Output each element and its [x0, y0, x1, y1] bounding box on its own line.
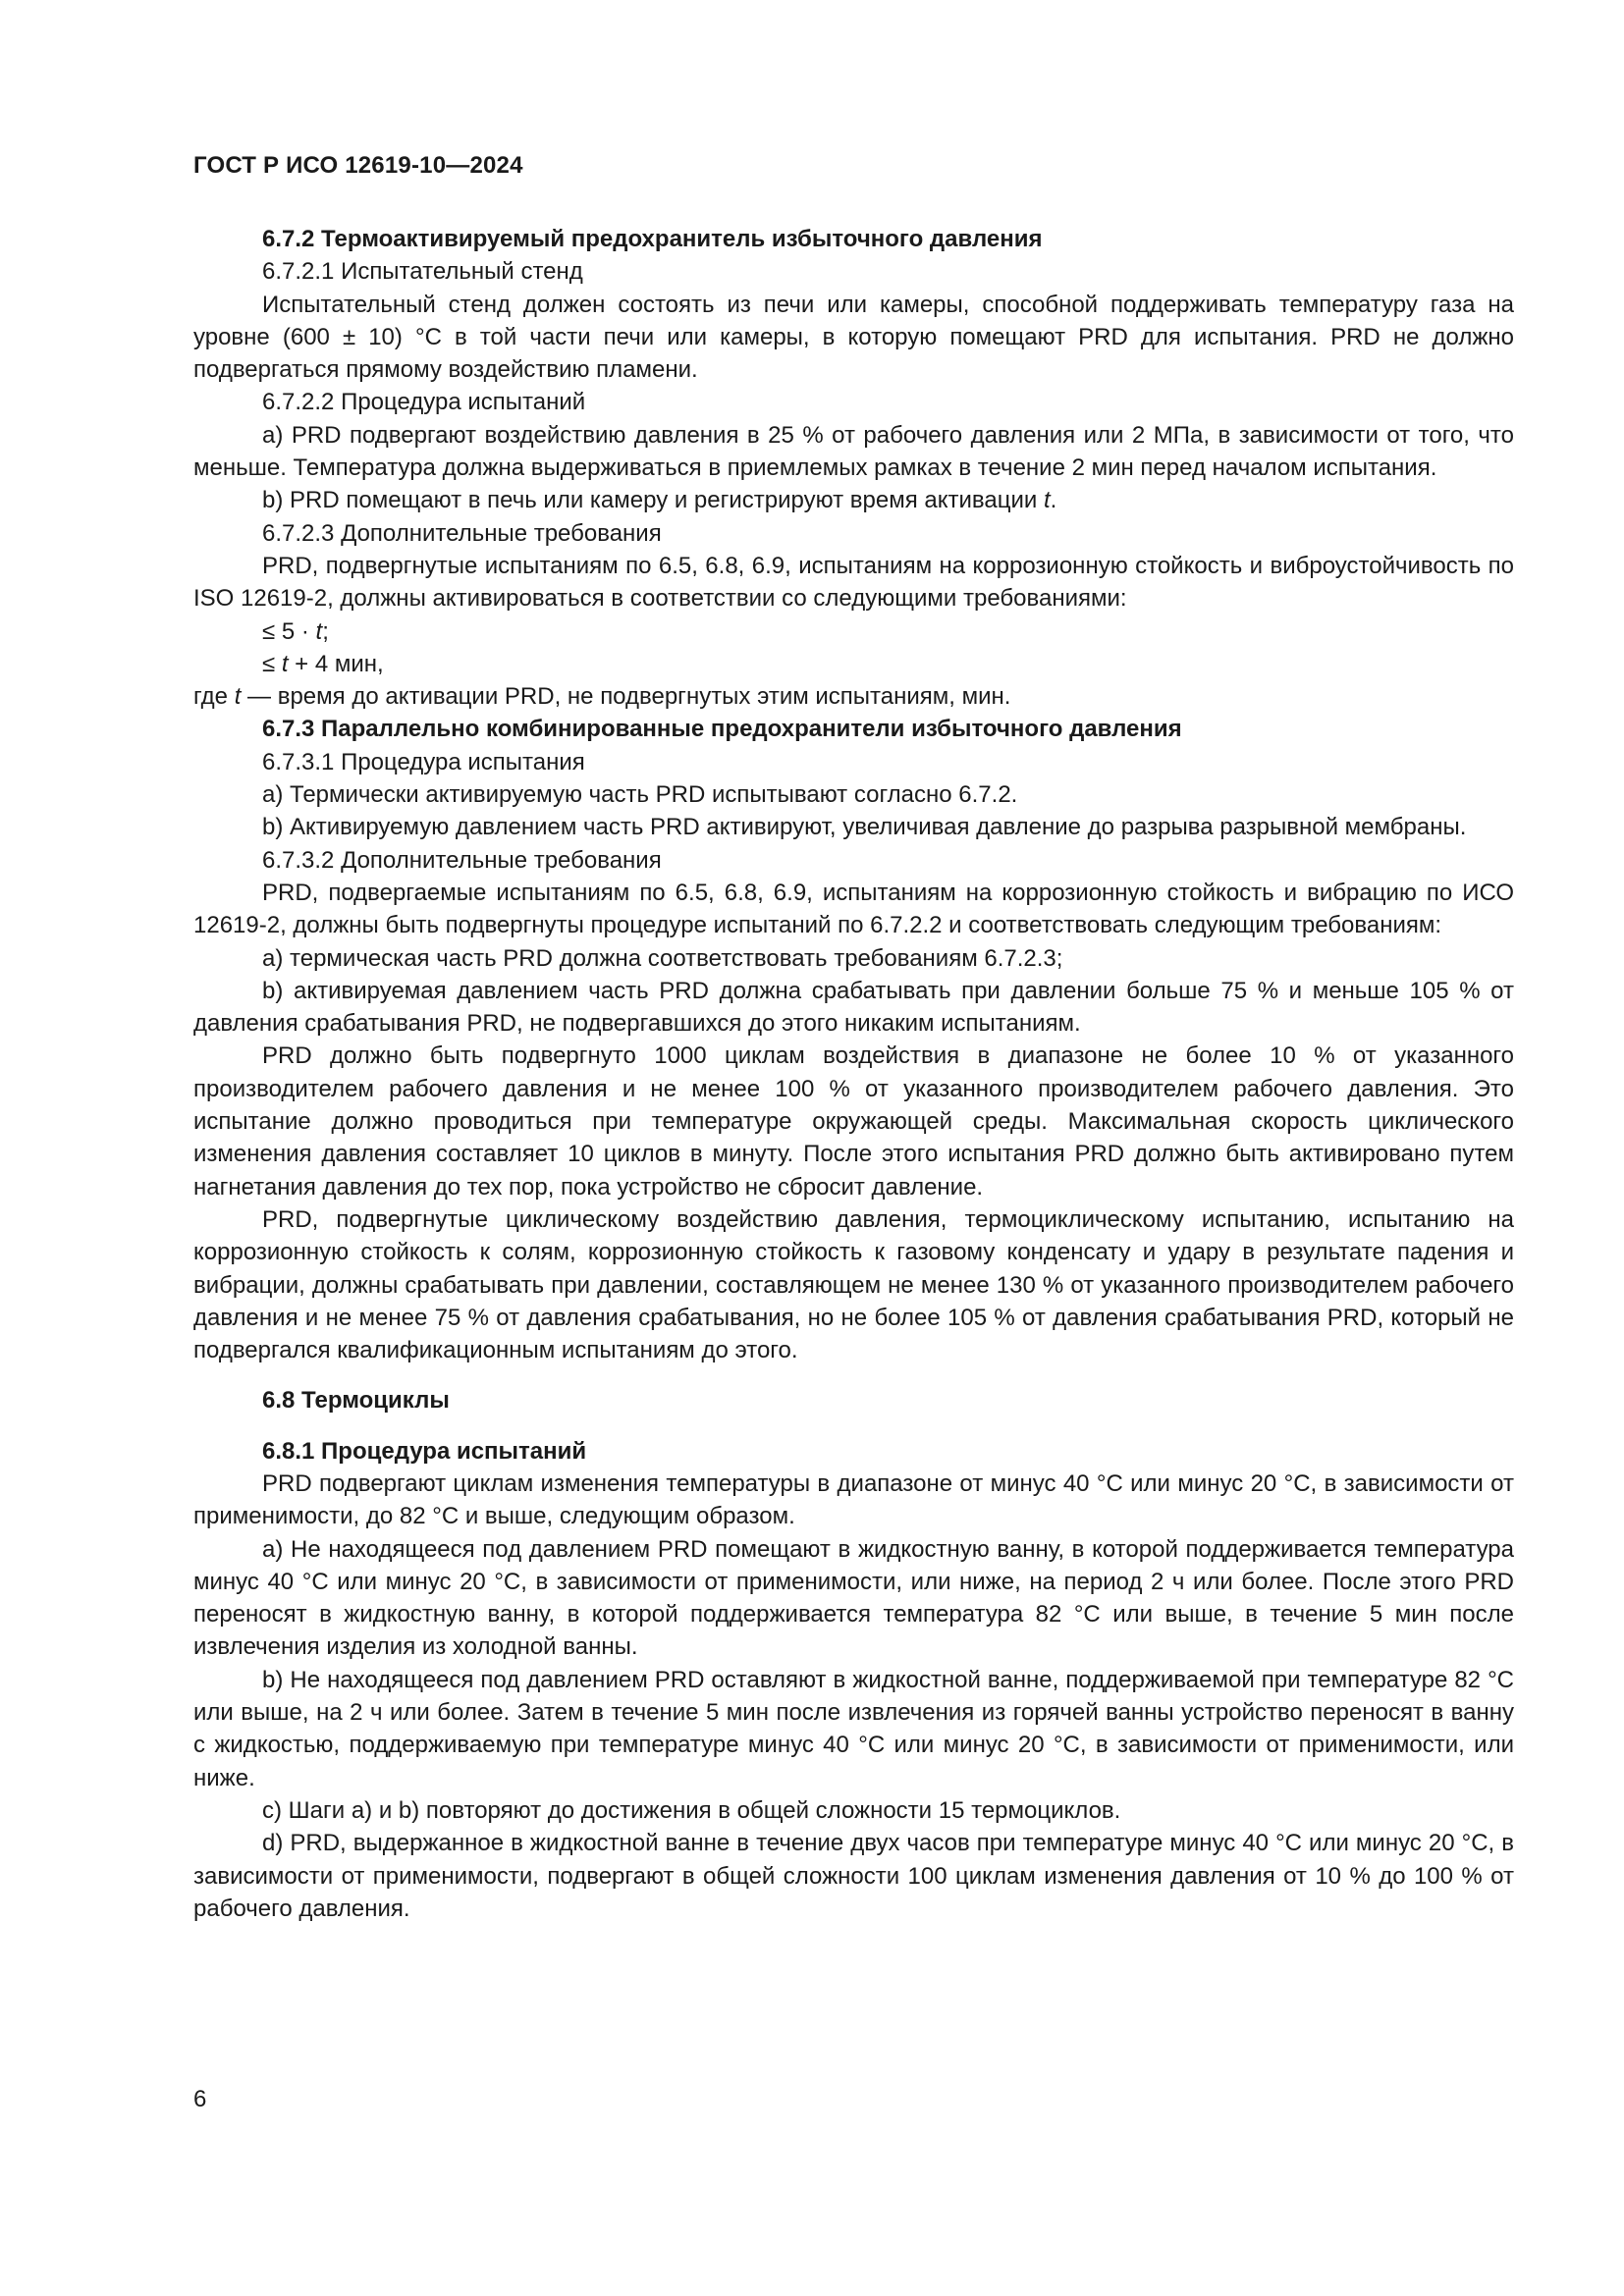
text: — время до активации PRD, не подвергнутых этим испытаниям, мин.: [241, 683, 1011, 711]
paragraph: PRD должно быть подвергнуто 1000 циклам воздействия в диапазоне не более 10 % от указанного производителем рабочего давления и не менее 100 % от указанного производителем рабочего давления. Это испытание должно проводиться при температуре окружающей среды. Максимальная скорость циклического изменения давления составляет 10 циклов в минуту. После этого испытания PRD должно быть активировано путем нагнетания давления до тех пор, пока устройство не сбросит давление.: [193, 1042, 1514, 1201]
list-item-b: [193, 484, 1514, 516]
paragraph: PRD подвергают циклам изменения температуры в диапазоне от минус 40 °С или минус 20 °С, в зависимости от применимости, до 82 °С и выше, следующим образом.: [193, 1469, 1514, 1530]
section-6-7-2-2-title: 6.7.2.2 Процедура испытаний: [262, 389, 586, 416]
text: где: [193, 683, 235, 711]
text: + 4 мин,: [288, 650, 384, 677]
list-item-b: b) Активируемую давлением часть PRD активируют, увеличивая давление до разрыва разрывной мембраны.: [262, 814, 1467, 841]
document-header: ГОСТ Р ИСО 12619-10—2024: [193, 152, 523, 179]
list-item-c: c) Шаги a) и b) повторяют до достижения в общей сложности 15 термоциклов.: [262, 1796, 1121, 1824]
text: ≤: [262, 650, 282, 677]
symbol-t: t: [281, 650, 289, 677]
section-6-7-2-3-title: 6.7.2.3 Дополнительные требования: [262, 519, 662, 547]
page-number: 6: [193, 2086, 207, 2112]
paragraph: PRD, подвергнутые испытаниям по 6.5, 6.8, 6.9, испытаниям на коррозионную стойкость и виброустойчивость по ISO 12619-2, должны активироваться в соответствии со следующими требованиями:: [193, 552, 1514, 613]
section-6-7-2-1-title: 6.7.2.1 Испытательный стенд: [262, 258, 583, 286]
list-item-b: b) Не находящееся под давлением PRD оставляют в жидкостной ванне, поддерживаемой при температуре 82 °С или выше, на 2 ч или более. Затем в течение 5 мин после извлечения из горячей ванны устройство переносят в ванну с жидкостью, поддерживаемую при температуре минус 40 °С или минус 20 °С, в зависимости от применимости, или ниже.: [193, 1666, 1514, 1791]
text: b) PRD помещают в печь или камеру и регистрируют время активации: [262, 487, 1044, 514]
paragraph: PRD, подвергаемые испытаниям по 6.5, 6.8, 6.9, испытаниям на коррозионную стойкость и вибрацию по ИСО 12619-2, должны быть подвергнуты процедуре испытаний по 6.7.2.2 и соответствовать следующим требованиям:: [193, 879, 1514, 939]
requirement-1: [193, 615, 1514, 648]
text: ≤ 5 ·: [262, 617, 316, 645]
text: .: [1050, 487, 1057, 514]
where-clause: [193, 680, 1514, 713]
document-body: [193, 223, 1514, 1925]
symbol-t: t: [1043, 487, 1051, 514]
list-item-b: b) активируемая давлением часть PRD должна срабатывать при давлении больше 75 % и меньше 105 % от давления срабатывания PRD, не подвергавшихся до этого никаким испытаниям.: [193, 977, 1514, 1038]
list-item-d: d) PRD, выдержанное в жидкостной ванне в течение двух часов при температуре минус 40 °С или минус 20 °С, в зависимости от применимости, подвергают в общей сложности 100 циклам изменения давления от 10 % до 100 % от рабочего давления.: [193, 1830, 1514, 1922]
section-6-7-3-1-title: 6.7.3.1 Процедура испытания: [262, 748, 585, 775]
section-6-7-3-2-title: 6.7.3.2 Дополнительные требования: [262, 846, 662, 874]
section-6-8-1-title: 6.8.1 Процедура испытаний: [262, 1437, 587, 1465]
symbol-t: t: [315, 617, 323, 645]
section-6-7-2-title: 6.7.2 Термоактивируемый предохранитель избыточного давления: [262, 226, 1043, 252]
list-item-a: a) Не находящееся под давлением PRD помещают в жидкостную ванну, в которой поддерживается температура минус 40 °С или минус 20 °С, в зависимости от применимости, или ниже, на период 2 ч или более. После этого PRD переносят в жидкостную ванну, в которой поддерживается температура 82 °С или выше, в течение 5 мин после извлечения изделия из холодной ванны.: [193, 1535, 1514, 1661]
symbol-t: t: [234, 683, 242, 711]
paragraph: PRD, подвергнутые циклическому воздействию давления, термоциклическому испытанию, испытанию на коррозионную стойкость к солям, коррозионную стойкость к газовому конденсату и удару в результате падения и вибрации, должны срабатывать при давлении, составляющем не менее 130 % от указанного производителем рабочего давления и не менее 75 % от давления срабатывания, но не более 105 % от давления срабатывания PRD, который не подвергался квалификационным испытаниям до этого.: [193, 1205, 1514, 1364]
list-item-a: a) Термически активируемую часть PRD испытывают согласно 6.7.2.: [262, 781, 1018, 809]
text: ;: [322, 617, 329, 645]
section-6-8-title: 6.8 Термоциклы: [262, 1387, 450, 1415]
paragraph: Испытательный стенд должен состоять из печи или камеры, способной поддерживать температуру газа на уровне (600 ± 10) °С в той части печи или камеры, в которую помещают PRD для испытания. PRD не должно подвергаться прямому воздействию пламени.: [193, 291, 1514, 384]
list-item-a: a) PRD подвергают воздействию давления в 25 % от рабочего давления или 2 МПа, в зависимости от того, что меньше. Температура должна выдерживаться в приемлемых рамках в течение 2 мин перед началом испытания.: [193, 421, 1514, 482]
list-item-a: a) термическая часть PRD должна соответствовать требованиям 6.7.2.3;: [262, 944, 1063, 972]
requirement-2: [193, 648, 1514, 680]
section-6-7-3-title: 6.7.3 Параллельно комбинированные предохранители избыточного давления: [262, 716, 1182, 743]
